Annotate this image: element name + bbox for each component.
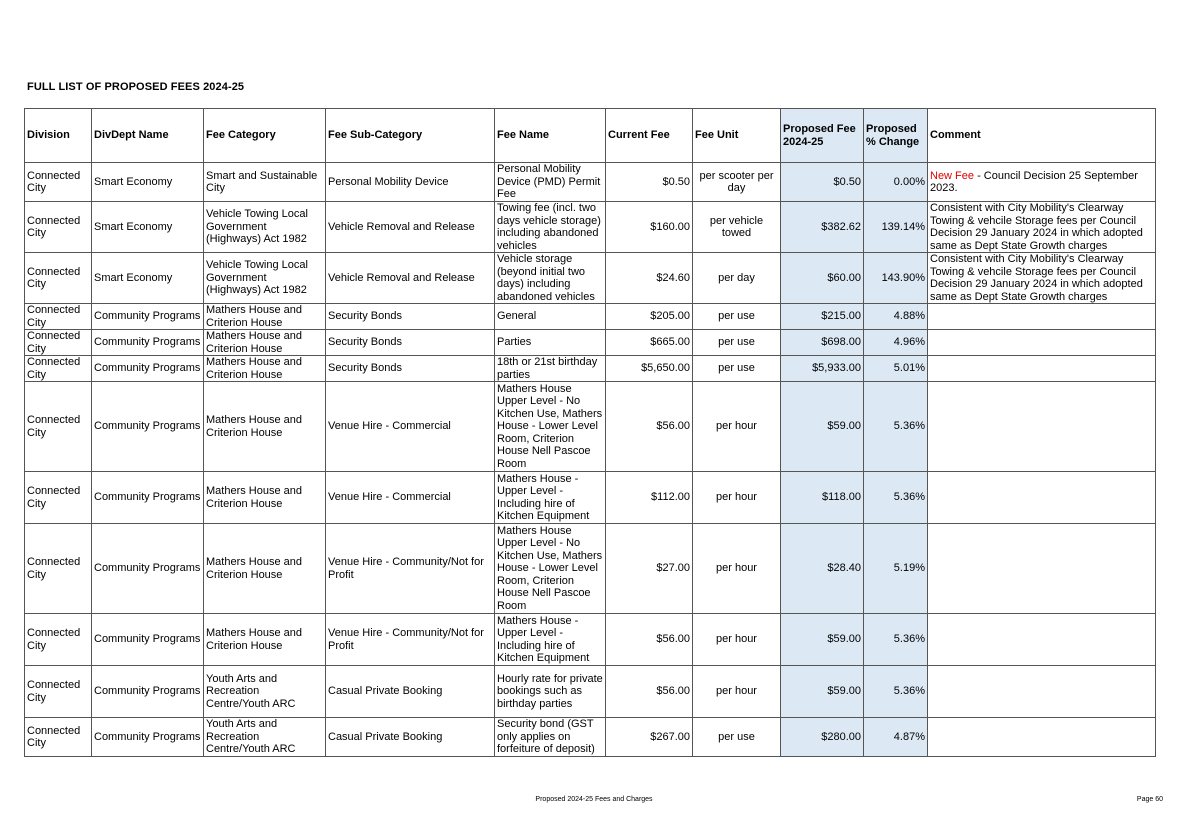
cell-comment [928, 524, 1156, 614]
cell-comment [928, 163, 1156, 202]
header-subcategory: Fee Sub-Category [326, 109, 495, 163]
cell-fee-subcategory: Vehicle Removal and Release [326, 202, 495, 253]
cell-fee-category: Mathers House and Criterion House [204, 356, 326, 382]
cell-proposed-fee: $698.00 [781, 330, 864, 356]
cell-fee-category: Youth Arts and Recreation Centre/Youth ARC [204, 666, 326, 718]
cell-divdept: Community Programs [92, 356, 204, 382]
cell-fee-category: Smart and Sustainable City [204, 163, 326, 202]
page-title: FULL LIST OF PROPOSED FEES 2024-25 [27, 81, 245, 93]
cell-fee-subcategory: Casual Private Booking [326, 666, 495, 718]
footer-title: Proposed 2024-25 Fees and Charges [535, 796, 653, 803]
cell-fee-subcategory: Vehicle Removal and Release [326, 253, 495, 304]
cell-percent-change: 5.01% [864, 356, 928, 382]
table-row [25, 472, 1156, 524]
cell-fee-subcategory: Security Bonds [326, 356, 495, 382]
cell-fee-name: Mathers House - Upper Level - Including hire of Kitchen Equipment [495, 472, 606, 524]
table-row [25, 524, 1156, 614]
cell-percent-change: 5.36% [864, 666, 928, 718]
cell-fee-subcategory: Venue Hire - Community/Not for Profit [326, 524, 495, 614]
cell-fee-unit: per use [693, 304, 781, 330]
cell-current-fee: $56.00 [606, 614, 693, 666]
cell-percent-change: 5.36% [864, 472, 928, 524]
cell-fee-name: Vehicle storage (beyond initial two days) including abandoned vehicles [495, 253, 606, 304]
cell-fee-subcategory: Security Bonds [326, 304, 495, 330]
cell-fee-name: Mathers House - Upper Level - Including hire of Kitchen Equipment [495, 614, 606, 666]
cell-fee-category: Mathers House and Criterion House [204, 330, 326, 356]
table-row [25, 253, 1156, 304]
table-row [25, 356, 1156, 382]
header-divdept: DivDept Name [92, 109, 204, 163]
cell-proposed-fee: $382.62 [781, 202, 864, 253]
cell-division: Connected City [25, 202, 92, 253]
cell-current-fee: $0.50 [606, 163, 693, 202]
table-row [25, 202, 1156, 253]
cell-fee-subcategory: Venue Hire - Commercial [326, 382, 495, 472]
cell-division: Connected City [25, 330, 92, 356]
cell-proposed-fee: $59.00 [781, 382, 864, 472]
cell-division: Connected City [25, 718, 92, 757]
cell-current-fee: $27.00 [606, 524, 693, 614]
cell-current-fee: $56.00 [606, 382, 693, 472]
header-percent-change: Proposed % Change [864, 109, 928, 163]
cell-divdept: Smart Economy [92, 163, 204, 202]
cell-division: Connected City [25, 253, 92, 304]
cell-fee-unit: per day [693, 253, 781, 304]
cell-comment [928, 202, 1156, 253]
cell-proposed-fee: $215.00 [781, 304, 864, 330]
table-row [25, 614, 1156, 666]
new-fee-flag: New Fee [930, 169, 975, 182]
table-row [25, 382, 1156, 472]
cell-divdept: Community Programs [92, 304, 204, 330]
cell-percent-change: 4.87% [864, 718, 928, 757]
cell-percent-change: 0.00% [864, 163, 928, 202]
header-proposed-fee: Proposed Fee 2024-25 [781, 109, 864, 163]
cell-percent-change: 5.36% [864, 614, 928, 666]
table-header-row [25, 109, 1156, 163]
cell-fee-category: Youth Arts and Recreation Centre/Youth ARC [204, 718, 326, 757]
cell-current-fee: $56.00 [606, 666, 693, 718]
cell-percent-change: 5.19% [864, 524, 928, 614]
cell-current-fee: $267.00 [606, 718, 693, 757]
cell-percent-change: 4.96% [864, 330, 928, 356]
cell-divdept: Community Programs [92, 382, 204, 472]
cell-proposed-fee: $118.00 [781, 472, 864, 524]
cell-divdept: Community Programs [92, 666, 204, 718]
cell-fee-name: Parties [495, 330, 606, 356]
cell-fee-name: Mathers House Upper Level - No Kitchen Use, Mathers House - Lower Level Room, Criterion House Nell Pascoe Room [495, 524, 606, 614]
cell-fee-name: Hourly rate for private bookings such as birthday parties [495, 666, 606, 718]
cell-current-fee: $665.00 [606, 330, 693, 356]
cell-fee-category: Mathers House and Criterion House [204, 304, 326, 330]
cell-comment [928, 718, 1156, 757]
cell-fee-category: Mathers House and Criterion House [204, 382, 326, 472]
cell-fee-unit: per hour [693, 666, 781, 718]
header-division: Division [25, 109, 92, 163]
cell-fee-category: Vehicle Towing Local Government (Highways) Act 1982 [204, 253, 326, 304]
cell-proposed-fee: $28.40 [781, 524, 864, 614]
table-row [25, 718, 1156, 757]
table-row [25, 163, 1156, 202]
cell-fee-subcategory: Venue Hire - Community/Not for Profit [326, 614, 495, 666]
cell-divdept: Smart Economy [92, 202, 204, 253]
cell-fee-unit: per use [693, 356, 781, 382]
cell-percent-change: 143.90% [864, 253, 928, 304]
cell-comment [928, 614, 1156, 666]
cell-divdept: Community Programs [92, 472, 204, 524]
cell-comment [928, 382, 1156, 472]
cell-fee-category: Mathers House and Criterion House [204, 524, 326, 614]
cell-current-fee: $160.00 [606, 202, 693, 253]
page-number: Page 60 [1136, 796, 1163, 803]
cell-proposed-fee: $59.00 [781, 614, 864, 666]
cell-division: Connected City [25, 163, 92, 202]
cell-divdept: Community Programs [92, 330, 204, 356]
cell-divdept: Smart Economy [92, 253, 204, 304]
header-comment: Comment [928, 109, 1156, 163]
cell-current-fee: $112.00 [606, 472, 693, 524]
cell-current-fee: $24.60 [606, 253, 693, 304]
comment-text: - Council Decision 25 September 2023. [930, 169, 1138, 194]
cell-fee-subcategory: Casual Private Booking [326, 718, 495, 757]
cell-fee-subcategory: Security Bonds [326, 330, 495, 356]
cell-fee-unit: per hour [693, 472, 781, 524]
cell-proposed-fee: $0.50 [781, 163, 864, 202]
table-row [25, 304, 1156, 330]
header-fee-name: Fee Name [495, 109, 606, 163]
cell-division: Connected City [25, 472, 92, 524]
cell-comment [928, 472, 1156, 524]
cell-fee-name: Towing fee (incl. two days vehicle storage) including abandoned vehicles [495, 202, 606, 253]
cell-fee-unit: per scooter per day [693, 163, 781, 202]
cell-fee-subcategory: Personal Mobility Device [326, 163, 495, 202]
cell-fee-category: Vehicle Towing Local Government (Highways) Act 1982 [204, 202, 326, 253]
cell-fee-name: General [495, 304, 606, 330]
cell-comment [928, 666, 1156, 718]
cell-fee-name: Personal Mobility Device (PMD) Permit Fee [495, 163, 606, 202]
comment-text: Consistent with City Mobility's Clearway Towing & vehcile Storage fees per Council Decision 29 January 2024 in which adopted same as Dept State Growth charges [930, 253, 1143, 303]
cell-fee-name: Security bond (GST only applies on forfeiture of deposit) [495, 718, 606, 757]
cell-percent-change: 5.36% [864, 382, 928, 472]
cell-comment [928, 253, 1156, 304]
cell-fee-unit: per vehicle towed [693, 202, 781, 253]
cell-fee-category: Mathers House and Criterion House [204, 614, 326, 666]
cell-division: Connected City [25, 304, 92, 330]
cell-proposed-fee: $280.00 [781, 718, 864, 757]
cell-divdept: Community Programs [92, 524, 204, 614]
cell-fee-unit: per hour [693, 524, 781, 614]
cell-division: Connected City [25, 614, 92, 666]
table-row [25, 666, 1156, 718]
table-row [25, 330, 1156, 356]
cell-current-fee: $5,650.00 [606, 356, 693, 382]
cell-fee-name: 18th or 21st birthday parties [495, 356, 606, 382]
cell-comment [928, 330, 1156, 356]
cell-fee-unit: per use [693, 330, 781, 356]
cell-division: Connected City [25, 666, 92, 718]
cell-current-fee: $205.00 [606, 304, 693, 330]
header-current-fee: Current Fee [606, 109, 693, 163]
cell-divdept: Community Programs [92, 718, 204, 757]
cell-fee-unit: per hour [693, 614, 781, 666]
fees-table [24, 108, 1156, 757]
cell-division: Connected City [25, 524, 92, 614]
cell-fee-name: Mathers House Upper Level - No Kitchen Use, Mathers House - Lower Level Room, Criterion House Nell Pascoe Room [495, 382, 606, 472]
cell-divdept: Community Programs [92, 614, 204, 666]
cell-division: Connected City [25, 356, 92, 382]
cell-comment [928, 304, 1156, 330]
comment-text: Consistent with City Mobility's Clearway Towing & vehcile Storage fees per Council Decision 29 January 2024 in which adopted same as Dept State Growth charges [930, 202, 1143, 252]
cell-proposed-fee: $60.00 [781, 253, 864, 304]
cell-comment [928, 356, 1156, 382]
cell-fee-unit: per use [693, 718, 781, 757]
header-fee-unit: Fee Unit [693, 109, 781, 163]
cell-fee-subcategory: Venue Hire - Commercial [326, 472, 495, 524]
cell-fee-category: Mathers House and Criterion House [204, 472, 326, 524]
cell-percent-change: 139.14% [864, 202, 928, 253]
cell-proposed-fee: $59.00 [781, 666, 864, 718]
cell-division: Connected City [25, 382, 92, 472]
cell-percent-change: 4.88% [864, 304, 928, 330]
cell-proposed-fee: $5,933.00 [781, 356, 864, 382]
header-category: Fee Category [204, 109, 326, 163]
cell-fee-unit: per hour [693, 382, 781, 472]
